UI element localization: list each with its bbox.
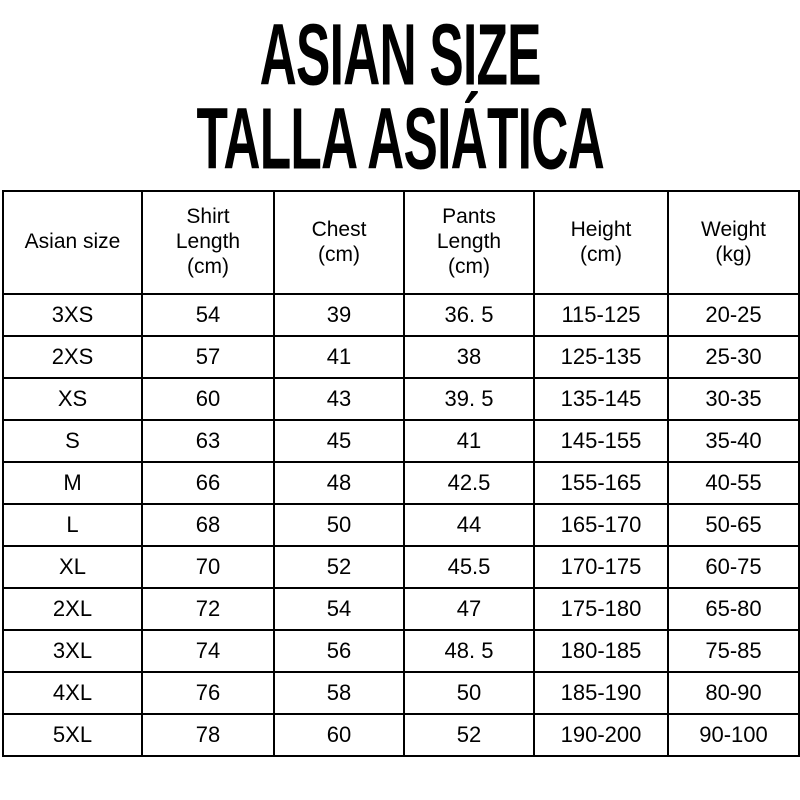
table-row-l [3,504,799,546]
header-row [3,191,799,294]
value-cell: 20-25 [668,294,799,336]
table-row-2xl [3,588,799,630]
value-cell: 180-185 [534,630,668,672]
size-label-cell: S [3,420,142,462]
value-cell: 68 [142,504,274,546]
column-header-line: Asian size [24,230,121,254]
value-cell: 145-155 [534,420,668,462]
size-label-cell: 4XL [3,672,142,714]
title-text-english: ASIAN SIZE [259,5,541,103]
column-header-line: (cm) [580,242,622,266]
table-row-xl [3,546,799,588]
size-label-cell: 2XS [3,336,142,378]
size-table-head [3,191,799,294]
value-cell: 65-80 [668,588,799,630]
value-cell: 125-135 [534,336,668,378]
size-label-cell: L [3,504,142,546]
size-label-cell: 3XL [3,630,142,672]
value-cell: 90-100 [668,714,799,756]
size-label-cell: 5XL [3,714,142,756]
value-cell: 54 [274,588,404,630]
title-text-spanish: TALLA ASIÁTICA [196,89,604,187]
column-header-line: Length [175,230,241,254]
column-header-line: (cm) [187,254,229,278]
value-cell: 80-90 [668,672,799,714]
table-row-xs [3,378,799,420]
value-cell: 115-125 [534,294,668,336]
table-row-m [3,462,799,504]
value-cell: 57 [142,336,274,378]
value-cell: 45 [274,420,404,462]
column-header-weight-kg [668,191,799,294]
value-cell: 74 [142,630,274,672]
value-cell: 40-55 [668,462,799,504]
size-label-cell: 2XL [3,588,142,630]
column-header-line: Chest [311,217,367,241]
title-line-english [0,5,800,103]
value-cell: 25-30 [668,336,799,378]
column-header-line: Height [570,217,632,241]
table-row-s [3,420,799,462]
value-cell: 56 [274,630,404,672]
page-title [0,0,800,187]
value-cell: 66 [142,462,274,504]
size-label-cell: M [3,462,142,504]
value-cell: 44 [404,504,534,546]
size-label-cell: XS [3,378,142,420]
value-cell: 63 [142,420,274,462]
value-cell: 135-145 [534,378,668,420]
value-cell: 42.5 [404,462,534,504]
column-header-line: (kg) [715,242,752,266]
table-row-4xl [3,672,799,714]
value-cell: 50 [404,672,534,714]
column-header-line: Shirt [186,205,230,229]
value-cell: 39. 5 [404,378,534,420]
column-header-line: (cm) [448,254,490,278]
column-header-line: Length [436,230,502,254]
value-cell: 76 [142,672,274,714]
value-cell: 78 [142,714,274,756]
value-cell: 60 [274,714,404,756]
column-header-shirt-length-cm [142,191,274,294]
size-table [2,190,800,757]
table-row-2xs [3,336,799,378]
column-header-line: Pants [442,205,496,229]
column-header-asian-size [3,191,142,294]
value-cell: 70 [142,546,274,588]
value-cell: 50-65 [668,504,799,546]
value-cell: 39 [274,294,404,336]
value-cell: 36. 5 [404,294,534,336]
column-header-line: Weight [701,217,766,241]
value-cell: 165-170 [534,504,668,546]
value-cell: 38 [404,336,534,378]
value-cell: 47 [404,588,534,630]
size-table-body [3,294,799,756]
value-cell: 155-165 [534,462,668,504]
column-header-pants-length-cm [404,191,534,294]
column-header-chest-cm [274,191,404,294]
value-cell: 52 [274,546,404,588]
value-cell: 54 [142,294,274,336]
size-label-cell: 3XS [3,294,142,336]
value-cell: 48 [274,462,404,504]
value-cell: 41 [404,420,534,462]
title-line-spanish [0,89,800,187]
value-cell: 72 [142,588,274,630]
value-cell: 41 [274,336,404,378]
value-cell: 170-175 [534,546,668,588]
table-row-3xl [3,630,799,672]
table-row-5xl [3,714,799,756]
column-header-height-cm [534,191,668,294]
size-label-cell: XL [3,546,142,588]
column-header-line: (cm) [318,242,360,266]
value-cell: 43 [274,378,404,420]
value-cell: 50 [274,504,404,546]
value-cell: 48. 5 [404,630,534,672]
value-cell: 175-180 [534,588,668,630]
value-cell: 75-85 [668,630,799,672]
value-cell: 60 [142,378,274,420]
value-cell: 45.5 [404,546,534,588]
value-cell: 58 [274,672,404,714]
value-cell: 30-35 [668,378,799,420]
value-cell: 190-200 [534,714,668,756]
table-row-3xs [3,294,799,336]
value-cell: 52 [404,714,534,756]
value-cell: 60-75 [668,546,799,588]
value-cell: 185-190 [534,672,668,714]
value-cell: 35-40 [668,420,799,462]
